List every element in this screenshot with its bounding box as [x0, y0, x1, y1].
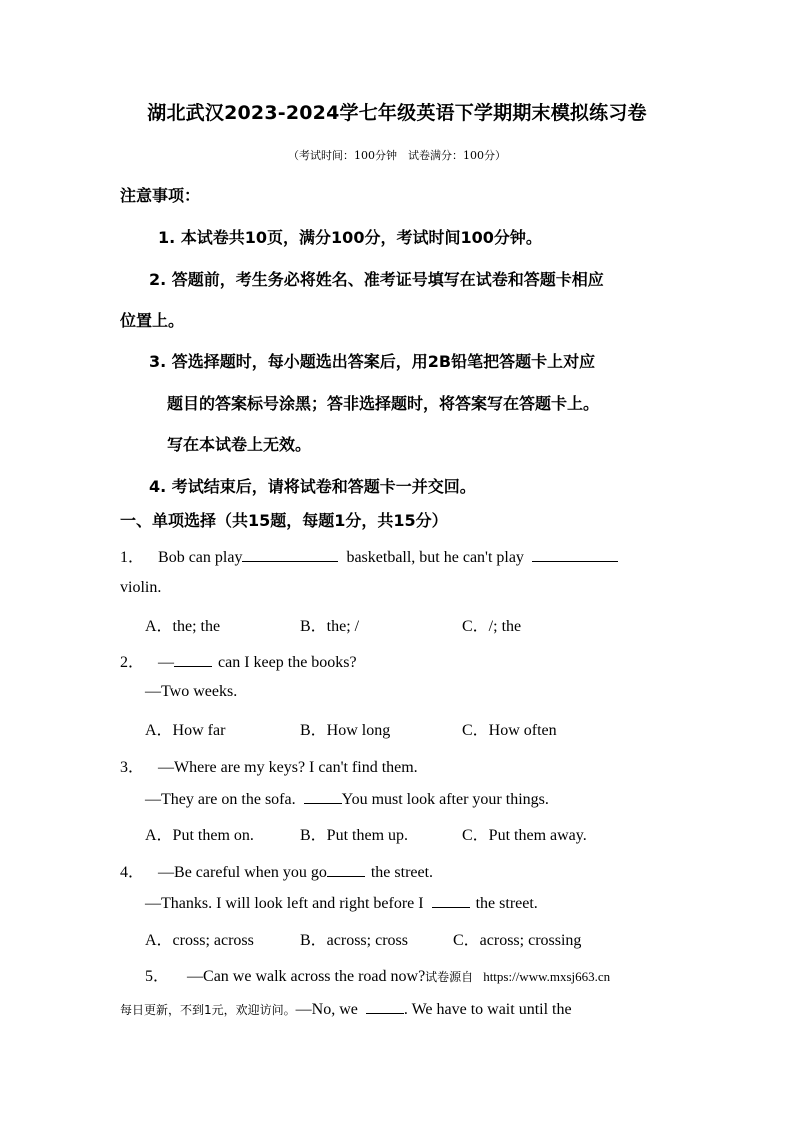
- option-c[interactable]: C．across; crossing: [453, 932, 582, 949]
- question-text: Bob can play: [158, 549, 243, 566]
- question-number: 2．: [120, 654, 145, 671]
- option-c[interactable]: C．Put them away.: [462, 827, 587, 844]
- question-text: —Where are my keys? I can't find them.: [158, 759, 418, 776]
- question-text: basketball, but he can't play: [346, 549, 524, 566]
- question-number: 4．: [120, 864, 145, 881]
- question-text: —: [158, 654, 175, 671]
- question-text: —No, we: [295, 1001, 358, 1018]
- question-text: can I keep the books?: [218, 654, 357, 671]
- answer-blank[interactable]: [242, 547, 338, 562]
- question-4-reply: [145, 893, 538, 913]
- watermark-text: 每日更新，不到1元，欢迎访问。: [120, 1003, 296, 1017]
- option-c[interactable]: C．How often: [462, 722, 557, 739]
- answer-blank[interactable]: [532, 547, 618, 562]
- option-a[interactable]: A．cross; across: [145, 932, 254, 949]
- page-title: 湖北武汉2023-2024学七年级英语下学期期末模拟练习卷: [147, 102, 647, 124]
- option-a[interactable]: A．Put them on.: [145, 827, 254, 844]
- note-item-3-cont2: 写在本试卷上无效。: [167, 435, 312, 454]
- answer-blank[interactable]: [432, 893, 470, 908]
- question-2-reply: —Two weeks.: [145, 683, 238, 700]
- option-a[interactable]: A．the; the: [145, 618, 221, 635]
- option-b[interactable]: B．Put them up.: [300, 827, 409, 844]
- question-number: 5．: [145, 968, 170, 985]
- question-5: [145, 963, 610, 986]
- question-3-reply: [145, 789, 549, 809]
- question-5-cont: [120, 999, 680, 1019]
- section-heading: 一、单项选择（共15题，每题1分，共15分）: [120, 511, 448, 530]
- answer-blank[interactable]: [174, 652, 212, 667]
- note-item-3-cont: 题目的答案标号涂黑；答非选择题时，将答案写在答题卡上。: [167, 394, 600, 413]
- answer-blank[interactable]: [327, 862, 365, 877]
- question-1-cont: violin.: [120, 579, 162, 596]
- answer-blank[interactable]: [304, 789, 342, 804]
- note-item-2-cont: 位置上。: [120, 311, 185, 330]
- option-b[interactable]: B．across; cross: [300, 932, 408, 949]
- option-b[interactable]: B．How long: [300, 722, 391, 739]
- question-text: —They are on the sofa.: [145, 791, 296, 808]
- watermark-url: https://www.mxsj663.cn: [483, 969, 611, 984]
- question-text: —Can we walk across the road now?: [187, 968, 426, 985]
- question-1: [120, 544, 680, 567]
- answer-blank[interactable]: [366, 999, 404, 1014]
- question-3: [120, 754, 418, 777]
- question-text: You must look after your things.: [341, 791, 549, 808]
- question-text: the street.: [370, 864, 434, 881]
- exam-info: （考试时间：100分钟 试卷满分：100分）: [288, 149, 506, 162]
- note-item-1: 1. 本试卷共10页，满分100分，考试时间100分钟。: [158, 228, 542, 247]
- option-b[interactable]: B．the; /: [300, 618, 360, 635]
- question-text: —Thanks. I will look left and right before I: [145, 895, 424, 912]
- option-a[interactable]: A．How far: [145, 722, 226, 739]
- question-number: 1．: [120, 549, 145, 566]
- question-4: [120, 859, 433, 882]
- note-item-2: 2. 答题前，考生务必将姓名、准考证号填写在试卷和答题卡相应: [149, 270, 604, 289]
- question-text: —Be careful when you go: [158, 864, 327, 881]
- question-number: 3．: [120, 759, 145, 776]
- note-item-4: 4. 考试结束后，请将试卷和答题卡一并交回。: [149, 477, 476, 496]
- note-item-3: 3. 答选择题时，每小题选出答案后，用2B铅笔把答题卡上对应: [149, 352, 596, 371]
- notes-heading: 注意事项：: [120, 186, 201, 205]
- watermark-text: 试卷源自: [425, 970, 474, 984]
- question-text: the street.: [475, 895, 538, 912]
- option-c[interactable]: C．/; the: [462, 618, 522, 635]
- question-2: [120, 649, 357, 672]
- question-text: . We have to wait until the: [403, 1001, 572, 1018]
